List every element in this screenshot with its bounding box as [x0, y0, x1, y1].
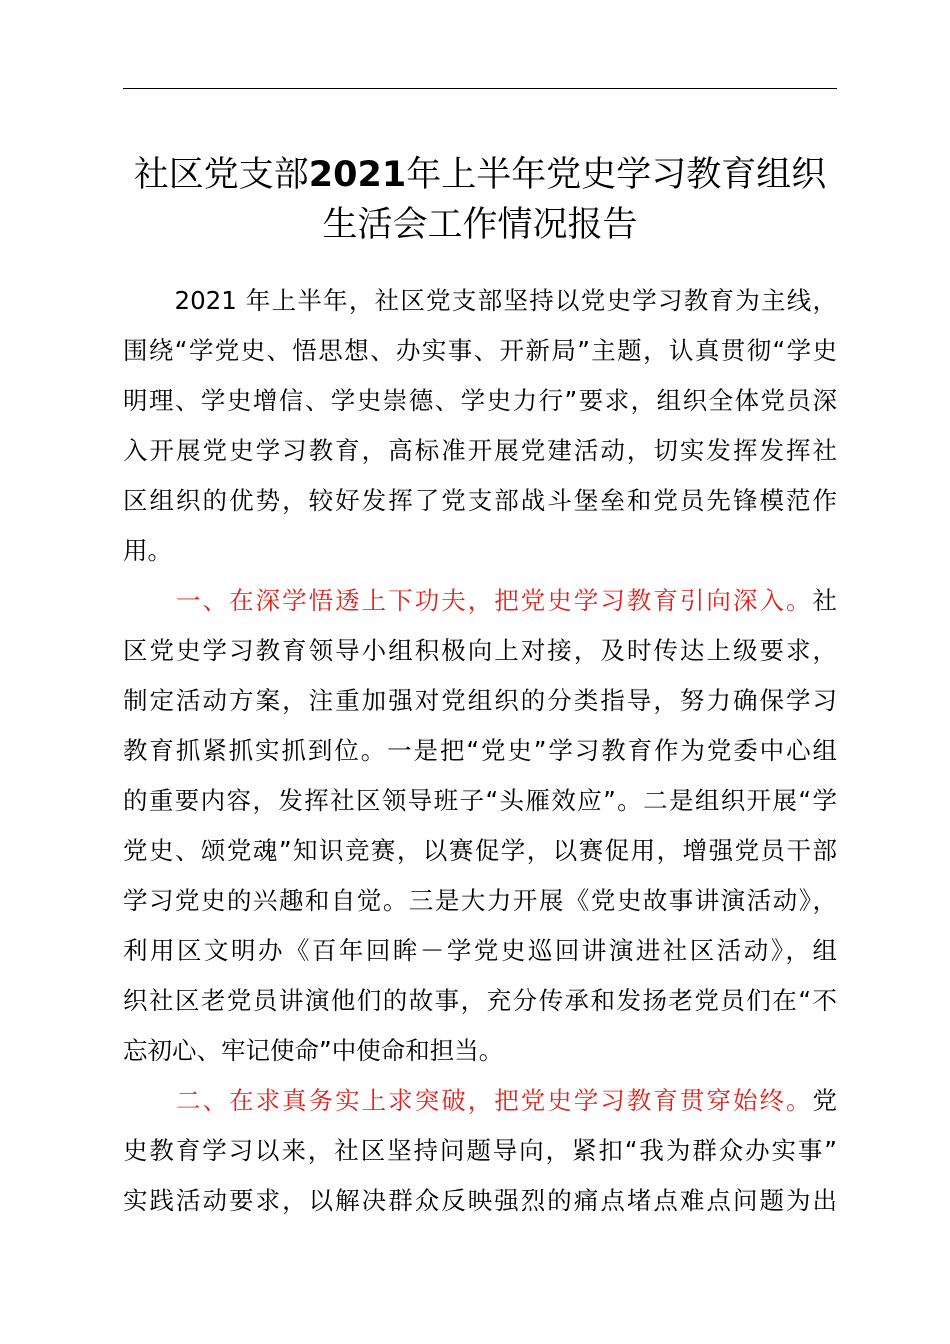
body-line: 学习党史的兴趣和自觉。三是大力开展《党史故事讲演活动》， [123, 886, 837, 915]
body-line: 用。 [123, 536, 172, 565]
body-line: 入开展党史学习教育，高标准开展党建活动，切实发挥发挥社 [123, 436, 837, 465]
document-title [110, 150, 850, 250]
body-line: 明理、学史增信、学史崇德、学史力行”要求，组织全体党员深 [123, 386, 837, 415]
body-line: 史教育学习以来，社区坚持问题导向，紧扣“我为群众办实事” [123, 1136, 837, 1165]
body-line: 的重要内容，发挥社区领导班子“头雁效应”。二是组织开展“学 [123, 786, 837, 815]
title-line-2: 生活会工作情况报告 [322, 205, 638, 245]
document-body [123, 276, 837, 1226]
body-line: 制定活动方案，注重加强对党组织的分类指导，努力确保学习 [123, 686, 837, 715]
paragraph-section-1 [123, 576, 837, 1076]
section-1-heading: 一、在深学悟透上下功夫，把党史学习教育引向深入。 [123, 586, 813, 615]
body-line: 党史、颂党魂”知识竞赛，以赛促学，以赛促用，增强党员干部 [123, 836, 837, 865]
body-line: 区组织的优势，较好发挥了党支部战斗堡垒和党员先锋模范作 [123, 486, 837, 515]
header-rule [123, 88, 837, 89]
body-line: 围绕“学党史、悟思想、办实事、开新局”主题，认真贯彻“学史 [123, 336, 837, 365]
section-1-first-line: 一、在深学悟透上下功夫，把党史学习教育引向深入。社 [123, 586, 837, 615]
section-2-heading: 二、在求真务实上求突破，把党史学习教育贯穿始终。 [123, 1086, 813, 1115]
paragraph-section-2 [123, 1076, 837, 1226]
body-line: 利用区文明办《百年回眸－学党史巡回讲演进社区活动》，组 [123, 936, 837, 965]
body-line: 2021 年上半年，社区党支部坚持以党史学习教育为主线， [123, 286, 837, 315]
body-line: 教育抓紧抓实抓到位。一是把“党史”学习教育作为党委中心组 [123, 736, 837, 765]
body-line: 织社区老党员讲演他们的故事，充分传承和发扬老党员们在“不 [123, 986, 837, 1015]
body-line: 忘初心、牢记使命”中使命和担当。 [123, 1036, 504, 1065]
section-2-first-line: 二、在求真务实上求突破，把党史学习教育贯穿始终。党 [123, 1086, 837, 1115]
title-line-1: 社区党支部2021年上半年党史学习教育组织 [133, 155, 827, 195]
body-line: 区党史学习教育领导小组积极向上对接，及时传达上级要求， [123, 636, 837, 665]
body-line: 实践活动要求，以解决群众反映强烈的痛点堵点难点问题为出 [123, 1186, 837, 1215]
paragraph-intro [123, 276, 837, 576]
